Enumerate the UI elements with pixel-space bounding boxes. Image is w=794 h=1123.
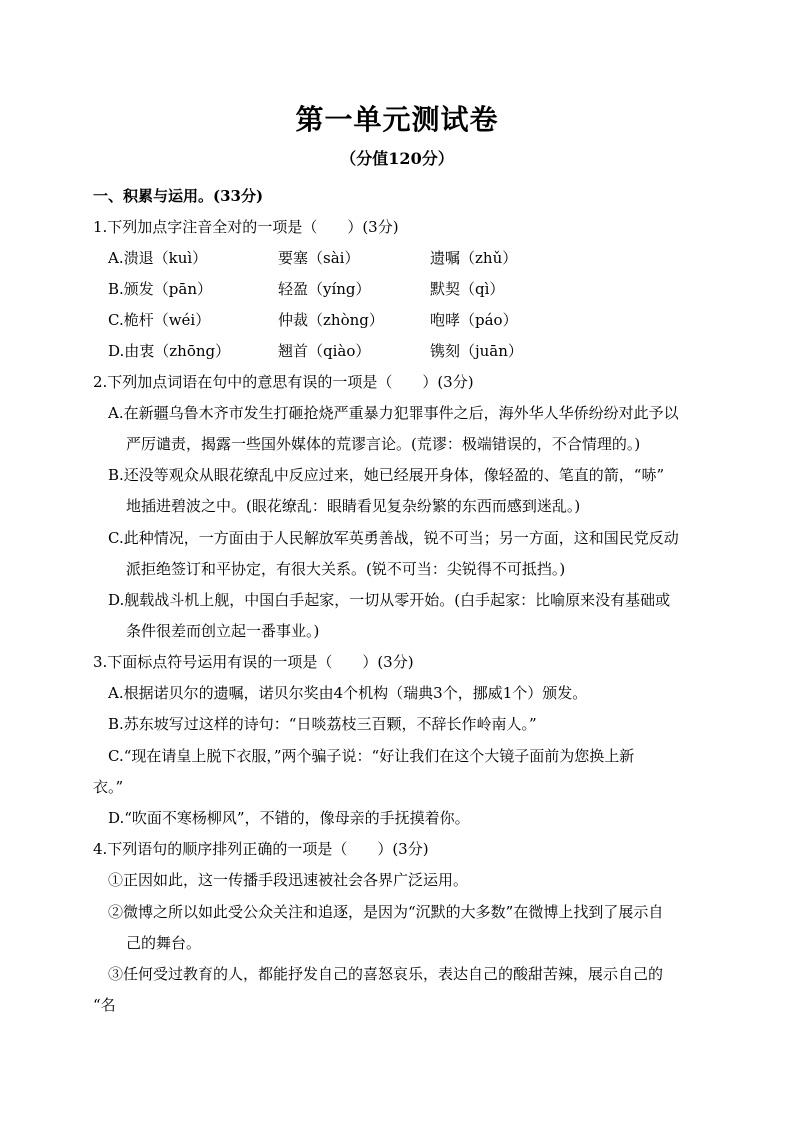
q1-option-b-word2: 轻盈（yíng） <box>278 280 371 298</box>
q1-option-d-word2: 翘首（qiào） <box>278 342 371 360</box>
q3-option-c-line1: C.“现在请皇上脱下衣服，”两个骗子说：“好让我们在这个大镜子面前为您换上新 <box>108 747 635 765</box>
question-1-stem: 1.下列加点字注音全对的一项是（ ）(3分) <box>93 218 399 236</box>
q1-option-d-word1: D.由衷（zhōng） <box>108 342 231 360</box>
q4-sentence-3-line2: “名 <box>93 996 116 1014</box>
q1-option-a-word3: 遗嘱（zhǔ） <box>430 249 518 267</box>
q3-option-c-line2: 衣。” <box>93 778 124 796</box>
question-2-stem: 2.下列加点词语在句中的意思有误的一项是（ ）(3分) <box>93 373 474 391</box>
q4-sentence-3-line1: ③任何受过教育的人，都能抒发自己的喜怒哀乐，表达自己的酸甜苦辣，展示自己的 <box>108 965 664 983</box>
q2-option-a-line2: 严厉谴责，揭露一些国外媒体的荒谬言论。(荒谬：极端错误的，不合情理的。) <box>126 435 641 453</box>
q4-sentence-2-line1: ②微博之所以如此受公众关注和追逐，是因为“沉默的大多数”在微博上找到了展示自 <box>108 903 664 921</box>
q3-option-d: D.“吹面不寒杨柳风”，不错的，像母亲的手抚摸着你。 <box>108 809 470 827</box>
page-title: 第一单元测试卷 <box>295 103 499 136</box>
q1-option-b-word3: 默契（qì） <box>430 280 505 298</box>
q1-option-b-word1: B.颁发（pān） <box>108 280 212 298</box>
q2-option-c-line2: 派拒绝签订和平协定，有很大关系。(锐不可当：尖锐得不可抵挡。) <box>126 560 566 578</box>
q4-sentence-1: ①正因如此，这一传播手段迅速被社会各界广泛运用。 <box>108 871 469 889</box>
q2-option-d-line2: 条件很差而创立起一番事业。) <box>126 622 320 640</box>
q3-option-a: A.根据诺贝尔的遗嘱，诺贝尔奖由4个机构（瑞典3个，挪威1个）颁发。 <box>108 684 588 702</box>
section-heading: 一、积累与运用。(33分) <box>93 187 264 205</box>
q1-option-d-word3: 镌刻（juān） <box>430 342 523 360</box>
score-subtitle: （分值120分） <box>340 149 454 168</box>
q2-option-d-line1: D.舰载战斗机上舰，中国白手起家，一切从零开始。(白手起家：比喻原来没有基础或 <box>108 591 671 609</box>
q4-sentence-2-line2: 己的舞台。 <box>126 934 202 952</box>
q1-option-c-word1: C.桅杆（wéi） <box>108 311 211 329</box>
q3-option-b: B.苏东坡写过这样的诗句：“日啖荔枝三百颗，不辞长作岭南人。” <box>108 715 537 733</box>
question-3-stem: 3.下面标点符号运用有误的一项是（ ）(3分) <box>93 653 414 671</box>
q1-option-c-word3: 咆哮（páo） <box>430 311 518 329</box>
q2-option-b-line2: 地插进碧波之中。(眼花缭乱：眼睛看见复杂纷繁的东西而感到迷乱。) <box>126 497 581 515</box>
q1-option-c-word2: 仲裁（zhòng） <box>278 311 384 329</box>
q1-option-a-word2: 要塞（sài） <box>278 249 360 267</box>
q2-option-a-line1: A.在新疆乌鲁木齐市发生打砸抢烧严重暴力犯罪事件之后，海外华人华侨纷纷对此予以 <box>108 404 679 422</box>
question-4-stem: 4.下列语句的顺序排列正确的一项是（ ）(3分) <box>93 840 429 858</box>
q2-option-c-line1: C.此种情况，一方面由于人民解放军英勇善战，锐不可当；另一方面，这和国民党反动 <box>108 529 679 547</box>
q1-option-a-word1: A.溃退（kuì） <box>108 249 208 267</box>
q2-option-b-line1: B.还没等观众从眼花缭乱中反应过来，她已经展开身体，像轻盈的、笔直的箭，“哧” <box>108 466 665 484</box>
